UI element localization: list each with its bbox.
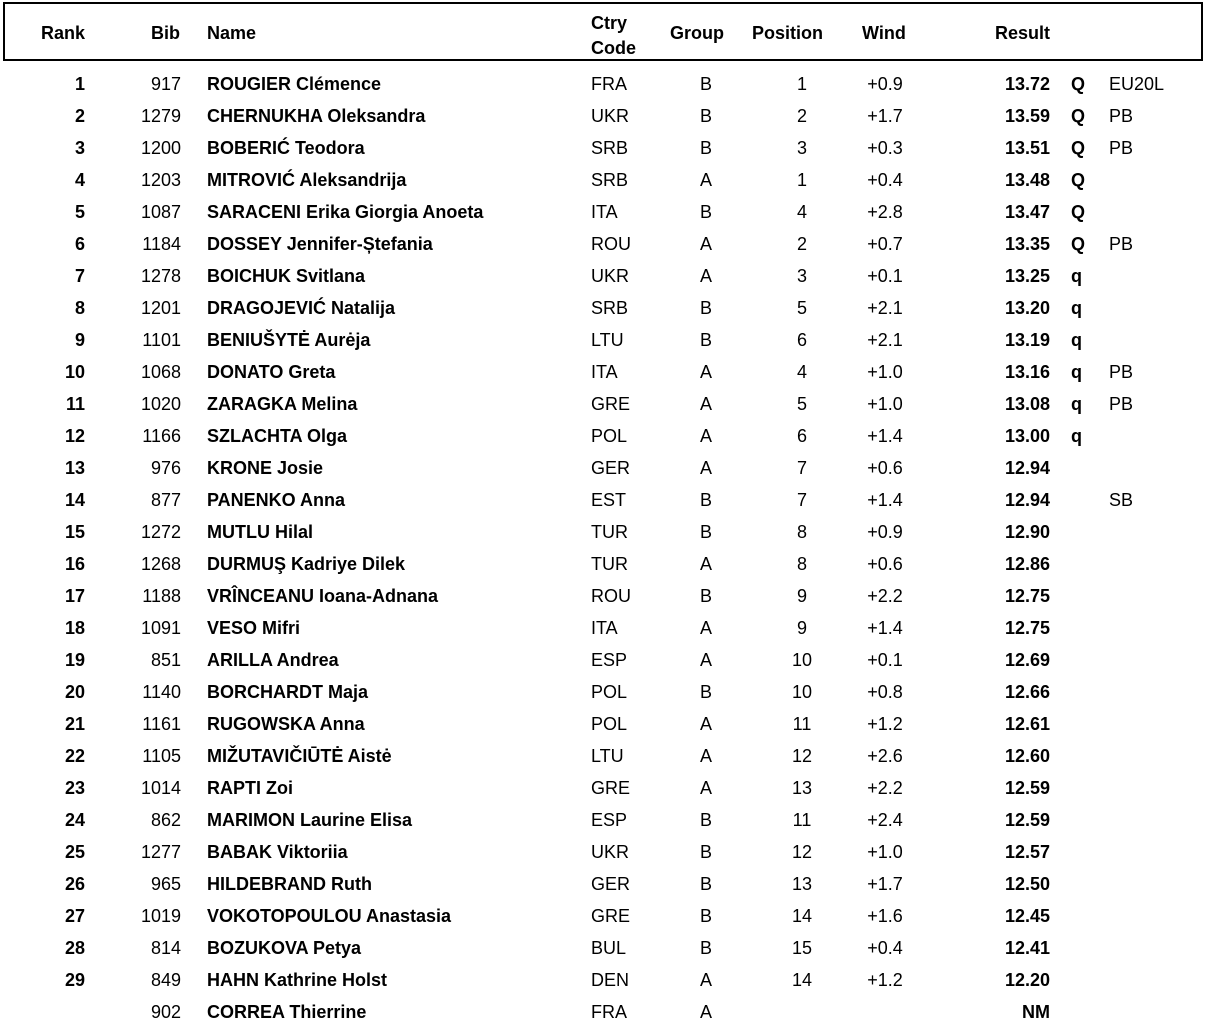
record-note: PB bbox=[1109, 394, 1134, 414]
group-cell: A bbox=[699, 554, 712, 574]
bib-cell: 877 bbox=[150, 490, 181, 510]
group-cell: B bbox=[699, 906, 712, 926]
bib-cell: 1087 bbox=[140, 202, 181, 222]
group-cell: B bbox=[699, 586, 712, 606]
athlete-name: BOZUKOVA Petya bbox=[207, 938, 362, 958]
result-cell: 12.59 bbox=[1004, 810, 1050, 830]
country-code: FRA bbox=[591, 74, 627, 94]
country-code: LTU bbox=[591, 330, 624, 350]
rank-cell: 1 bbox=[74, 74, 85, 94]
rank-cell: 25 bbox=[64, 842, 85, 862]
group-cell: B bbox=[699, 74, 712, 94]
rank-cell: 27 bbox=[64, 906, 85, 926]
athlete-name: RAPTI Zoi bbox=[207, 778, 293, 798]
result-cell: 12.75 bbox=[1004, 586, 1050, 606]
rank-cell: 13 bbox=[64, 458, 85, 478]
result-cell: 12.94 bbox=[1004, 490, 1050, 510]
wind-cell: +2.1 bbox=[867, 298, 903, 318]
table-row bbox=[0, 452, 1214, 484]
table-row bbox=[0, 612, 1214, 644]
position-cell: 9 bbox=[796, 618, 807, 638]
header-name: Name bbox=[207, 23, 257, 43]
wind-cell: +0.4 bbox=[867, 170, 903, 190]
bib-cell: 1020 bbox=[140, 394, 181, 414]
table-row bbox=[0, 964, 1214, 996]
header-rank: Rank bbox=[41, 23, 86, 43]
position-cell: 2 bbox=[796, 106, 807, 126]
result-cell: 13.72 bbox=[1004, 74, 1050, 94]
rank-cell: 24 bbox=[64, 810, 85, 830]
table-row bbox=[0, 932, 1214, 964]
table-row bbox=[0, 324, 1214, 356]
position-cell: 12 bbox=[791, 746, 813, 766]
bib-cell: 1068 bbox=[140, 362, 181, 382]
table-row bbox=[0, 484, 1214, 516]
result-cell: 12.60 bbox=[1004, 746, 1050, 766]
athlete-name: VOKOTOPOULOU Anastasia bbox=[207, 906, 452, 926]
result-cell: 12.41 bbox=[1004, 938, 1050, 958]
bib-cell: 1140 bbox=[142, 682, 181, 702]
group-cell: B bbox=[699, 874, 712, 894]
wind-cell: +0.8 bbox=[867, 682, 903, 702]
wind-cell: +2.2 bbox=[867, 778, 903, 798]
table-row bbox=[0, 996, 1214, 1028]
wind-cell: +1.0 bbox=[867, 394, 903, 414]
athlete-name: MIŽUTAVIČIŪTĖ Aistė bbox=[207, 746, 392, 766]
position-cell: 15 bbox=[791, 938, 813, 958]
wind-cell: +1.7 bbox=[867, 106, 903, 126]
record-note: PB bbox=[1109, 138, 1134, 158]
table-row bbox=[0, 356, 1214, 388]
group-cell: B bbox=[699, 202, 712, 222]
athlete-name: SZLACHTA Olga bbox=[207, 426, 347, 446]
country-code: BUL bbox=[591, 938, 627, 958]
bib-cell: 1014 bbox=[140, 778, 181, 798]
group-cell: B bbox=[699, 298, 712, 318]
group-cell: B bbox=[699, 810, 712, 830]
bib-cell: 976 bbox=[150, 458, 181, 478]
position-cell: 2 bbox=[796, 234, 807, 254]
group-cell: A bbox=[699, 426, 712, 446]
athlete-name: BORCHARDT Maja bbox=[207, 682, 369, 702]
group-cell: A bbox=[699, 458, 712, 478]
result-cell: 13.00 bbox=[1004, 426, 1050, 446]
group-cell: A bbox=[699, 714, 712, 734]
table-row bbox=[0, 260, 1214, 292]
athlete-name: ZARAGKA Melina bbox=[207, 394, 358, 414]
wind-cell: +0.1 bbox=[867, 650, 903, 670]
qualification-mark: Q bbox=[1071, 138, 1086, 158]
result-cell: 13.16 bbox=[1004, 362, 1050, 382]
rank-cell: 7 bbox=[74, 266, 85, 286]
athlete-name: MITROVIĆ Aleksandrija bbox=[207, 170, 407, 190]
group-cell: A bbox=[699, 618, 712, 638]
bib-cell: 1101 bbox=[142, 330, 181, 350]
wind-cell: +2.2 bbox=[867, 586, 903, 606]
athlete-name: DURMUŞ Kadriye Dilek bbox=[207, 554, 406, 574]
rank-cell: 29 bbox=[64, 970, 85, 990]
rank-cell: 14 bbox=[64, 490, 85, 510]
position-cell: 11 bbox=[792, 714, 812, 734]
rank-cell: 10 bbox=[64, 362, 85, 382]
result-cell: 12.69 bbox=[1004, 650, 1050, 670]
bib-cell: 851 bbox=[150, 650, 181, 670]
bib-cell: 1272 bbox=[140, 522, 181, 542]
bib-cell: 849 bbox=[150, 970, 181, 990]
wind-cell: +2.4 bbox=[867, 810, 903, 830]
wind-cell: +1.7 bbox=[867, 874, 903, 894]
country-code: SRB bbox=[591, 298, 629, 318]
country-code: FRA bbox=[591, 1002, 627, 1022]
position-cell: 10 bbox=[791, 682, 813, 702]
position-cell: 6 bbox=[796, 330, 807, 350]
bib-cell: 1268 bbox=[140, 554, 181, 574]
table-row bbox=[0, 580, 1214, 612]
rank-cell: 21 bbox=[64, 714, 85, 734]
qualification-mark: Q bbox=[1071, 234, 1086, 254]
rank-cell: 18 bbox=[64, 618, 85, 638]
rank-cell: 26 bbox=[64, 874, 85, 894]
group-cell: A bbox=[699, 970, 712, 990]
result-cell: 13.51 bbox=[1004, 138, 1050, 158]
athlete-name: BOICHUK Svitlana bbox=[207, 266, 366, 286]
group-cell: A bbox=[699, 234, 712, 254]
wind-cell: +1.6 bbox=[867, 906, 903, 926]
country-code: UKR bbox=[591, 106, 630, 126]
country-code: GRE bbox=[591, 778, 631, 798]
wind-cell: +1.2 bbox=[867, 714, 903, 734]
qualification-mark: q bbox=[1071, 362, 1082, 382]
position-cell: 12 bbox=[791, 842, 813, 862]
country-code: ROU bbox=[591, 586, 631, 606]
country-code: ITA bbox=[591, 202, 618, 222]
result-cell: 13.47 bbox=[1004, 202, 1050, 222]
wind-cell: +1.0 bbox=[867, 842, 903, 862]
result-cell: 12.86 bbox=[1004, 554, 1050, 574]
result-cell: 12.66 bbox=[1004, 682, 1050, 702]
athlete-name: SARACENI Erika Giorgia Anoeta bbox=[207, 202, 484, 222]
bib-cell: 1091 bbox=[140, 618, 181, 638]
position-cell: 5 bbox=[796, 394, 807, 414]
record-note: SB bbox=[1109, 490, 1134, 510]
country-code: ESP bbox=[591, 650, 628, 670]
qualification-mark: Q bbox=[1071, 202, 1086, 222]
wind-cell: +0.9 bbox=[867, 522, 903, 542]
position-cell: 14 bbox=[791, 970, 813, 990]
wind-cell: +1.4 bbox=[867, 618, 903, 638]
bib-cell: 862 bbox=[150, 810, 181, 830]
bib-cell: 902 bbox=[150, 1002, 181, 1022]
group-cell: B bbox=[699, 682, 712, 702]
bib-cell: 814 bbox=[150, 938, 181, 958]
qualification-mark: q bbox=[1071, 394, 1082, 414]
group-cell: A bbox=[699, 778, 712, 798]
rank-cell: 19 bbox=[64, 650, 85, 670]
bib-cell: 917 bbox=[150, 74, 181, 94]
result-cell: 13.08 bbox=[1004, 394, 1050, 414]
table-row bbox=[0, 420, 1214, 452]
result-cell: 13.59 bbox=[1004, 106, 1050, 126]
results-table-body bbox=[0, 68, 1214, 1028]
table-row bbox=[0, 164, 1214, 196]
position-cell: 7 bbox=[796, 458, 807, 478]
country-code: LTU bbox=[591, 746, 624, 766]
result-cell: 12.20 bbox=[1004, 970, 1050, 990]
wind-cell: +0.6 bbox=[867, 554, 903, 574]
table-header bbox=[3, 2, 1203, 61]
header-wind: Wind bbox=[862, 23, 906, 43]
wind-cell: +2.6 bbox=[867, 746, 903, 766]
rank-cell: 12 bbox=[64, 426, 85, 446]
rank-cell: 28 bbox=[64, 938, 85, 958]
athlete-name: VESO Mifri bbox=[207, 618, 301, 638]
table-row bbox=[0, 132, 1214, 164]
position-cell: 8 bbox=[796, 554, 807, 574]
wind-cell: +0.3 bbox=[867, 138, 903, 158]
table-row bbox=[0, 644, 1214, 676]
athlete-name: CHERNUKHA Oleksandra bbox=[207, 106, 426, 126]
table-row bbox=[0, 708, 1214, 740]
position-cell: 1 bbox=[796, 74, 807, 94]
country-code: UKR bbox=[591, 266, 630, 286]
position-cell: 7 bbox=[796, 490, 807, 510]
table-row bbox=[0, 196, 1214, 228]
record-note: PB bbox=[1109, 106, 1134, 126]
athlete-name: ARILLA Andrea bbox=[207, 650, 339, 670]
rank-cell: 20 bbox=[64, 682, 85, 702]
position-cell: 5 bbox=[796, 298, 807, 318]
bib-cell: 1200 bbox=[140, 138, 181, 158]
wind-cell: +2.8 bbox=[867, 202, 903, 222]
wind-cell: +0.7 bbox=[867, 234, 903, 254]
header-position: Position bbox=[752, 23, 823, 43]
table-row bbox=[0, 292, 1214, 324]
group-cell: B bbox=[699, 522, 712, 542]
rank-cell: 22 bbox=[64, 746, 85, 766]
country-code: TUR bbox=[591, 522, 628, 542]
result-cell: 13.19 bbox=[1004, 330, 1050, 350]
wind-cell: +1.4 bbox=[867, 426, 903, 446]
country-code: EST bbox=[591, 490, 627, 510]
bib-cell: 1161 bbox=[142, 714, 181, 734]
table-row bbox=[0, 676, 1214, 708]
athlete-name: DOSSEY Jennifer-Ștefania bbox=[207, 234, 433, 254]
rank-cell: 11 bbox=[65, 394, 85, 414]
country-code: SRB bbox=[591, 170, 629, 190]
position-cell: 10 bbox=[791, 650, 813, 670]
result-cell: 12.45 bbox=[1004, 906, 1050, 926]
result-cell: 12.94 bbox=[1004, 458, 1050, 478]
wind-cell: +1.2 bbox=[867, 970, 903, 990]
result-cell: 12.61 bbox=[1004, 714, 1050, 734]
table-row bbox=[0, 68, 1214, 100]
rank-cell: 23 bbox=[64, 778, 85, 798]
position-cell: 6 bbox=[796, 426, 807, 446]
bib-cell: 1166 bbox=[142, 426, 181, 446]
rank-cell: 6 bbox=[74, 234, 85, 254]
header-result: Result bbox=[995, 23, 1051, 43]
result-cell: NM bbox=[1022, 1002, 1050, 1022]
header-group: Group bbox=[670, 23, 724, 43]
country-code: ROU bbox=[591, 234, 631, 254]
rank-cell: 17 bbox=[64, 586, 85, 606]
rank-cell: 16 bbox=[64, 554, 85, 574]
position-cell: 11 bbox=[792, 810, 812, 830]
qualification-mark: q bbox=[1071, 298, 1082, 318]
result-cell: 12.59 bbox=[1004, 778, 1050, 798]
athlete-name: BENIUŠYTĖ Aurėja bbox=[207, 330, 371, 350]
country-code: ITA bbox=[591, 362, 618, 382]
table-row bbox=[0, 836, 1214, 868]
country-code: GER bbox=[591, 458, 631, 478]
position-cell: 8 bbox=[796, 522, 807, 542]
result-cell: 12.57 bbox=[1004, 842, 1050, 862]
rank-cell: 4 bbox=[74, 170, 85, 190]
group-cell: B bbox=[699, 938, 712, 958]
athlete-name: PANENKO Anna bbox=[207, 490, 346, 510]
wind-cell: +1.0 bbox=[867, 362, 903, 382]
country-code: TUR bbox=[591, 554, 628, 574]
athlete-name: HAHN Kathrine Holst bbox=[207, 970, 388, 990]
bib-cell: 1019 bbox=[140, 906, 181, 926]
country-code: ESP bbox=[591, 810, 628, 830]
bib-cell: 1277 bbox=[140, 842, 181, 862]
qualification-mark: q bbox=[1071, 266, 1082, 286]
bib-cell: 1279 bbox=[140, 106, 181, 126]
athlete-name: VRÎNCEANU Ioana-Adnana bbox=[207, 586, 439, 606]
country-code: GRE bbox=[591, 906, 631, 926]
header-ctry-code bbox=[591, 11, 636, 61]
table-row bbox=[0, 900, 1214, 932]
record-note: PB bbox=[1109, 362, 1134, 382]
country-code: UKR bbox=[591, 842, 630, 862]
position-cell: 4 bbox=[796, 202, 807, 222]
result-cell: 13.20 bbox=[1004, 298, 1050, 318]
position-cell: 3 bbox=[796, 138, 807, 158]
country-code: DEN bbox=[591, 970, 630, 990]
result-cell: 12.50 bbox=[1004, 874, 1050, 894]
table-row bbox=[0, 100, 1214, 132]
qualification-mark: q bbox=[1071, 330, 1082, 350]
country-code: GRE bbox=[591, 394, 631, 414]
wind-cell: +0.9 bbox=[867, 74, 903, 94]
country-code: SRB bbox=[591, 138, 629, 158]
position-cell: 1 bbox=[796, 170, 807, 190]
group-cell: A bbox=[699, 170, 712, 190]
position-cell: 3 bbox=[796, 266, 807, 286]
athlete-name: HILDEBRAND Ruth bbox=[207, 874, 372, 894]
table-row bbox=[0, 804, 1214, 836]
bib-cell: 1184 bbox=[142, 234, 181, 254]
athlete-name: DRAGOJEVIĆ Natalija bbox=[207, 298, 396, 318]
group-cell: A bbox=[699, 746, 712, 766]
header-ctry-line2: Code bbox=[591, 38, 636, 58]
athlete-name: RUGOWSKA Anna bbox=[207, 714, 365, 734]
qualification-mark: Q bbox=[1071, 170, 1086, 190]
athlete-name: ROUGIER Clémence bbox=[207, 74, 382, 94]
bib-cell: 1201 bbox=[140, 298, 181, 318]
bib-cell: 1105 bbox=[142, 746, 181, 766]
bib-cell: 965 bbox=[150, 874, 181, 894]
table-row bbox=[0, 388, 1214, 420]
rank-cell: 2 bbox=[74, 106, 85, 126]
position-cell: 13 bbox=[791, 778, 813, 798]
wind-cell: +1.4 bbox=[867, 490, 903, 510]
table-row bbox=[0, 228, 1214, 260]
rank-cell: 15 bbox=[64, 522, 85, 542]
athlete-name: BOBERIĆ Teodora bbox=[207, 138, 365, 158]
group-cell: A bbox=[699, 650, 712, 670]
athlete-name: KRONE Josie bbox=[207, 458, 324, 478]
country-code: POL bbox=[591, 682, 628, 702]
header-ctry-line1: Ctry bbox=[591, 13, 628, 33]
wind-cell: +0.4 bbox=[867, 938, 903, 958]
athlete-name: MUTLU Hilal bbox=[207, 522, 313, 542]
qualification-mark: Q bbox=[1071, 106, 1086, 126]
group-cell: B bbox=[699, 330, 712, 350]
bib-cell: 1203 bbox=[140, 170, 181, 190]
rank-cell: 3 bbox=[74, 138, 85, 158]
group-cell: A bbox=[699, 266, 712, 286]
result-cell: 13.48 bbox=[1004, 170, 1050, 190]
rank-cell: 8 bbox=[74, 298, 85, 318]
table-row bbox=[0, 772, 1214, 804]
header-bib: Bib bbox=[151, 23, 180, 43]
group-cell: A bbox=[699, 1002, 712, 1022]
result-cell: 12.90 bbox=[1004, 522, 1050, 542]
group-cell: B bbox=[699, 490, 712, 510]
position-cell: 9 bbox=[796, 586, 807, 606]
position-cell: 13 bbox=[791, 874, 813, 894]
rank-cell: 9 bbox=[74, 330, 85, 350]
wind-cell: +0.6 bbox=[867, 458, 903, 478]
bib-cell: 1188 bbox=[142, 586, 181, 606]
qualification-mark: Q bbox=[1071, 74, 1086, 94]
table-row bbox=[0, 740, 1214, 772]
athlete-name: DONATO Greta bbox=[207, 362, 336, 382]
wind-cell: +0.1 bbox=[867, 266, 903, 286]
athlete-name: MARIMON Laurine Elisa bbox=[207, 810, 413, 830]
table-row bbox=[0, 868, 1214, 900]
position-cell: 4 bbox=[796, 362, 807, 382]
country-code: POL bbox=[591, 426, 628, 446]
country-code: GER bbox=[591, 874, 631, 894]
rank-cell: 5 bbox=[74, 202, 85, 222]
athlete-name: BABAK Viktoriia bbox=[207, 842, 348, 862]
record-note: PB bbox=[1109, 234, 1134, 254]
record-note: EU20L bbox=[1109, 74, 1165, 94]
country-code: POL bbox=[591, 714, 628, 734]
group-cell: A bbox=[699, 394, 712, 414]
group-cell: B bbox=[699, 138, 712, 158]
result-cell: 13.35 bbox=[1004, 234, 1050, 254]
position-cell: 14 bbox=[791, 906, 813, 926]
athlete-name: CORREA Thierrine bbox=[207, 1002, 367, 1022]
group-cell: A bbox=[699, 362, 712, 382]
result-cell: 13.25 bbox=[1004, 266, 1050, 286]
table-row bbox=[0, 516, 1214, 548]
country-code: ITA bbox=[591, 618, 618, 638]
result-cell: 12.75 bbox=[1004, 618, 1050, 638]
bib-cell: 1278 bbox=[140, 266, 181, 286]
qualification-mark: q bbox=[1071, 426, 1082, 446]
wind-cell: +2.1 bbox=[867, 330, 903, 350]
table-row bbox=[0, 548, 1214, 580]
group-cell: B bbox=[699, 842, 712, 862]
group-cell: B bbox=[699, 106, 712, 126]
